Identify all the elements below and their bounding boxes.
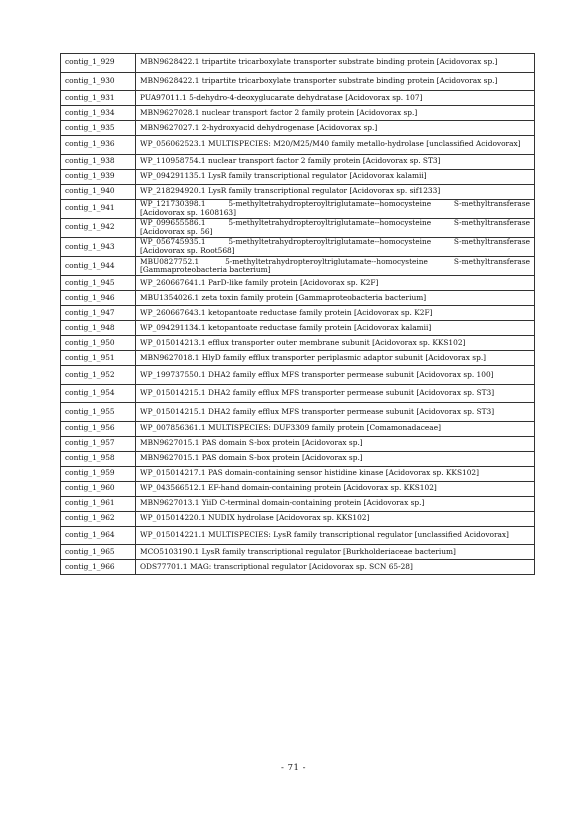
annotation-cell: MBN9627013.1 YiiD C-terminal domain-containing protein [Acidovorax sp.] — [136, 496, 535, 511]
contig-annotation-table — [60, 53, 535, 575]
table-row — [61, 421, 535, 436]
annotation-cell: WP_260667643.1 ketopantoate reductase family protein [Acidovorax sp. K2F] — [136, 306, 535, 321]
contig-id-cell: contig_1_959 — [61, 466, 136, 481]
annotation-cell: WP_015014221.1 MULTISPECIES: LysR family transcriptional regulator [unclassified Acidovorax] — [136, 526, 535, 545]
table-row — [61, 351, 535, 366]
contig-id-cell: contig_1_929 — [61, 54, 136, 73]
contig-id-cell: contig_1_966 — [61, 560, 136, 575]
annotation-cell: MBN9627015.1 PAS domain S-box protein [Acidovorax sp.] — [136, 451, 535, 466]
table-row — [61, 154, 535, 169]
contig-id-cell: contig_1_950 — [61, 336, 136, 351]
contig-id-cell: contig_1_964 — [61, 526, 136, 545]
table-row — [61, 366, 535, 385]
annotation-cell: WP_121730398.1 5-methyltetrahydropteroyltriglutamate--homocysteine S-methyltransferase [Acidovorax sp. 1608163] — [136, 199, 535, 218]
annotation-cell: PUA97011.1 5-dehydro-4-deoxyglucarate dehydratase [Acidovorax sp. 107] — [136, 91, 535, 106]
contig-id-cell: contig_1_946 — [61, 291, 136, 306]
annotation-cell: WP_056745935.1 5-methyltetrahydropteroyltriglutamate--homocysteine S-methyltransferase [Acidovorax sp. Root568] — [136, 237, 535, 256]
contig-id-cell: contig_1_941 — [61, 199, 136, 218]
annotation-cell: MBN9627027.1 2-hydroxyacid dehydrogenase [Acidovorax sp.] — [136, 121, 535, 136]
table-row — [61, 545, 535, 560]
contig-id-cell: contig_1_938 — [61, 154, 136, 169]
annotation-cell: MBN9627015.1 PAS domain S-box protein [Acidovorax sp.] — [136, 436, 535, 451]
table-row — [61, 436, 535, 451]
table-row — [61, 54, 535, 73]
table-row — [61, 496, 535, 511]
table-row — [61, 276, 535, 291]
annotation-cell: MBU1354026.1 zeta toxin family protein [Gammaproteobacteria bacterium] — [136, 291, 535, 306]
contig-id-cell: contig_1_962 — [61, 511, 136, 526]
table-row — [61, 291, 535, 306]
annotation-cell: MCO5103190.1 LysR family transcriptional regulator [Burkholderiaceae bacterium] — [136, 545, 535, 560]
contig-id-cell: contig_1_936 — [61, 136, 136, 155]
contig-id-cell: contig_1_956 — [61, 421, 136, 436]
annotation-cell: WP_094291134.1 ketopantoate reductase family protein [Acidovorax kalamii] — [136, 321, 535, 336]
table-row — [61, 237, 535, 256]
table-row — [61, 257, 535, 276]
annotation-cell: MBU0827752.1 5-methyltetrahydropteroyltriglutamate--homocysteine S-methyltransferase [Gammaproteobacteria bacterium] — [136, 257, 535, 276]
table-row — [61, 136, 535, 155]
contig-id-cell: contig_1_955 — [61, 403, 136, 422]
contig-id-cell: contig_1_935 — [61, 121, 136, 136]
contig-id-cell: contig_1_930 — [61, 72, 136, 91]
table-row — [61, 91, 535, 106]
table-row — [61, 184, 535, 199]
contig-id-cell: contig_1_948 — [61, 321, 136, 336]
table-row — [61, 526, 535, 545]
annotation-cell: WP_110958754.1 nuclear transport factor 2 family protein [Acidovorax sp. ST3] — [136, 154, 535, 169]
contig-id-cell: contig_1_943 — [61, 237, 136, 256]
table-row — [61, 560, 535, 575]
contig-id-cell: contig_1_954 — [61, 384, 136, 403]
table-row — [61, 336, 535, 351]
contig-id-cell: contig_1_934 — [61, 106, 136, 121]
table-row — [61, 451, 535, 466]
contig-id-cell: contig_1_947 — [61, 306, 136, 321]
table-row — [61, 511, 535, 526]
table-row — [61, 106, 535, 121]
table-row — [61, 466, 535, 481]
annotation-cell: MBN9627018.1 HlyD family efflux transporter periplasmic adaptor subunit [Acidovorax sp.] — [136, 351, 535, 366]
table-row — [61, 481, 535, 496]
contig-id-cell: contig_1_960 — [61, 481, 136, 496]
contig-id-cell: contig_1_942 — [61, 218, 136, 237]
table-row — [61, 169, 535, 184]
annotation-cell: MBN9628422.1 tripartite tricarboxylate transporter substrate binding protein [Acidovorax sp.] — [136, 54, 535, 73]
annotation-cell: WP_099655586.1 5-methyltetrahydropteroyltriglutamate--homocysteine S-methyltransferase [Acidovorax sp. 56] — [136, 218, 535, 237]
annotation-cell: WP_015014217.1 PAS domain-containing sensor histidine kinase [Acidovorax sp. KKS102] — [136, 466, 535, 481]
page-number: - 71 - — [281, 763, 306, 773]
annotation-cell: MBN9627028.1 nuclear transport factor 2 family protein [Acidovorax sp.] — [136, 106, 535, 121]
annotation-cell: WP_015014215.1 DHA2 family efflux MFS transporter permease subunit [Acidovorax sp. ST3] — [136, 384, 535, 403]
annotation-cell: WP_056062523.1 MULTISPECIES: M20/M25/M40 family metallo-hydrolase [unclassified Acidovorax] — [136, 136, 535, 155]
annotation-cell: WP_043566512.1 EF-hand domain-containing protein [Acidovorax sp. KKS102] — [136, 481, 535, 496]
annotation-cell: WP_260667641.1 ParD-like family protein [Acidovorax sp. K2F] — [136, 276, 535, 291]
contig-id-cell: contig_1_951 — [61, 351, 136, 366]
annotation-cell: WP_015014215.1 DHA2 family efflux MFS transporter permease subunit [Acidovorax sp. ST3] — [136, 403, 535, 422]
table-row — [61, 72, 535, 91]
annotation-cell: WP_199737550.1 DHA2 family efflux MFS transporter permease subunit [Acidovorax sp. 100] — [136, 366, 535, 385]
contig-id-cell: contig_1_958 — [61, 451, 136, 466]
annotation-cell: WP_094291135.1 LysR family transcriptional regulator [Acidovorax kalamii] — [136, 169, 535, 184]
annotation-cell: WP_015014220.1 NUDIX hydrolase [Acidovorax sp. KKS102] — [136, 511, 535, 526]
contig-id-cell: contig_1_945 — [61, 276, 136, 291]
table-row — [61, 199, 535, 218]
contig-id-cell: contig_1_965 — [61, 545, 136, 560]
annotation-cell: WP_218294920.1 LysR family transcriptional regulator [Acidovorax sp. sif1233] — [136, 184, 535, 199]
contig-id-cell: contig_1_931 — [61, 91, 136, 106]
table-row — [61, 121, 535, 136]
table-row — [61, 218, 535, 237]
annotation-cell: WP_015014213.1 efflux transporter outer membrane subunit [Acidovorax sp. KKS102] — [136, 336, 535, 351]
contig-id-cell: contig_1_939 — [61, 169, 136, 184]
table-body — [61, 54, 535, 575]
annotation-cell: WP_007856361.1 MULTISPECIES: DUF3309 family protein [Comamonadaceae] — [136, 421, 535, 436]
contig-id-cell: contig_1_944 — [61, 257, 136, 276]
table-row — [61, 403, 535, 422]
table-row — [61, 321, 535, 336]
annotation-cell: ODS77701.1 MAG: transcriptional regulator [Acidovorax sp. SCN 65-28] — [136, 560, 535, 575]
contig-id-cell: contig_1_952 — [61, 366, 136, 385]
contig-id-cell: contig_1_961 — [61, 496, 136, 511]
contig-id-cell: contig_1_940 — [61, 184, 136, 199]
annotation-cell: MBN9628422.1 tripartite tricarboxylate transporter substrate binding protein [Acidovorax sp.] — [136, 72, 535, 91]
contig-id-cell: contig_1_957 — [61, 436, 136, 451]
table-row — [61, 306, 535, 321]
table-row — [61, 384, 535, 403]
